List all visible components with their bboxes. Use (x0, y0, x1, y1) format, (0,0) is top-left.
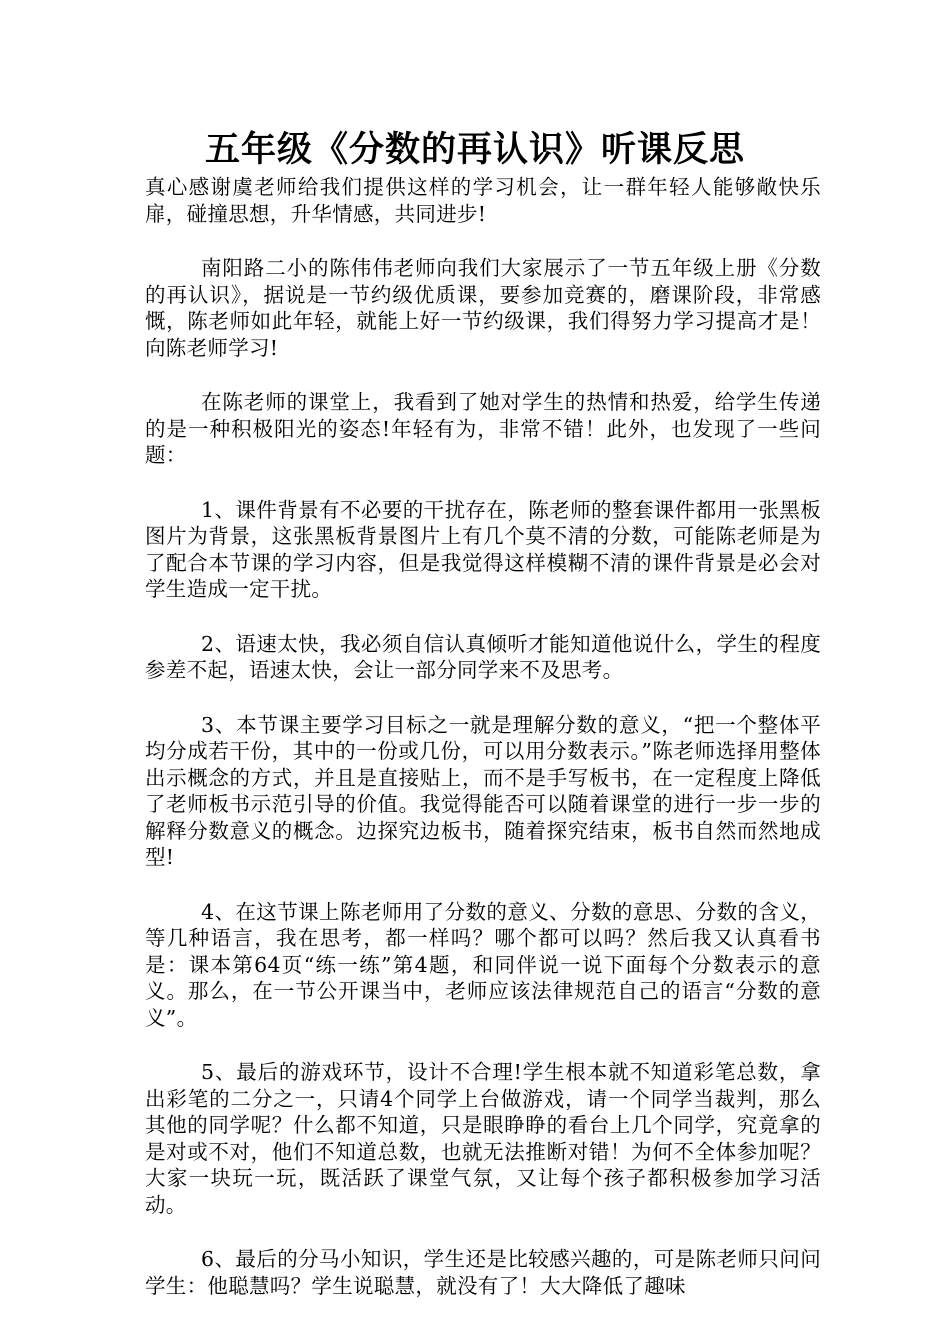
paragraph-issue-2: 2、语速太快，我必须自信认真倾听才能知道他说什么，学生的程度参差不起，语速太快，会让一部分同学来不及思考。 (145, 631, 821, 682)
paragraph-intro: 真心感谢虞老师给我们提供这样的学习机会，让一群年轻人能够敞快乐扉，碰撞思想，升华情感，共同进步! (145, 175, 821, 226)
paragraph-issue-5: 5、最后的游戏环节，设计不合理!学生根本就不知道彩笔总数，拿出彩笔的二分之一，只请4个同学上台做游戏，请一个同学当裁判，那么其他的同学呢？什么都不知道，只是眼睁睁的看台上几个同学，究竟拿的是对或不对，他们不知道总数，也就无法推断对错！为何不全体参加呢？大家一块玩一玩，既活跃了课堂气氛，又让每个孩子都积极参加学习活动。 (145, 1060, 821, 1217)
document-body (145, 174, 821, 1299)
paragraph-issue-4: 4、在这节课上陈老师用了分数的意义、分数的意思、分数的含义，等几种语言，我在思考，都一样吗？哪个都可以吗？然后我又认真看书是：课本第64页“练一练”第4题，和同伴说一说下面每个分数表示的意义。那么，在一节公开课当中，老师应该法律规范自己的语言“分数的意义”。 (145, 899, 821, 1030)
paragraph-issue-3: 3、本节课主要学习目标之一就是理解分数的意义，“把一个整体平均分成若干份，其中的一份或几份，可以用分数表示。”陈老师选择用整体出示概念的方式，并且是直接贴上，而不是手写板书，在一定程度上降低了老师板书示范引导的价值。我觉得能否可以随着课堂的进行一步一步的解释分数意义的概念。边探究边板书，随着探究结束，板书自然而然地成型! (145, 712, 821, 869)
paragraph-issue-6: 6、最后的分马小知识，学生还是比较感兴趣的，可是陈老师只问问学生：他聪慧吗？学生说聪慧，就没有了！大大降低了趣味 (145, 1247, 821, 1298)
paragraph-observations: 在陈老师的课堂上，我看到了她对学生的热情和热爱，给学生传递的是一种积极阳光的姿态!年轻有为，非常不错！此外，也发现了一些问题： (145, 390, 821, 467)
paragraph-lesson-overview: 南阳路二小的陈伟伟老师向我们大家展示了一节五年级上册《分数的再认识》，据说是一节约级优质课，要参加竞赛的，磨课阶段，非常感慨，陈老师如此年轻，就能上好一节约级课，我们得努力学习提高才是！向陈老师学习! (145, 256, 821, 360)
paragraph-issue-1: 1、课件背景有不必要的干扰存在，陈老师的整套课件都用一张黑板图片为背景，这张黑板背景图片上有几个莫不清的分数，可能陈老师是为了配合本节课的学习内容，但是我觉得这样模糊不清的课件背景是必会对学生造成一定干扰。 (145, 497, 821, 601)
document-title: 五年级《分数的再认识》听课反思 (204, 129, 745, 170)
